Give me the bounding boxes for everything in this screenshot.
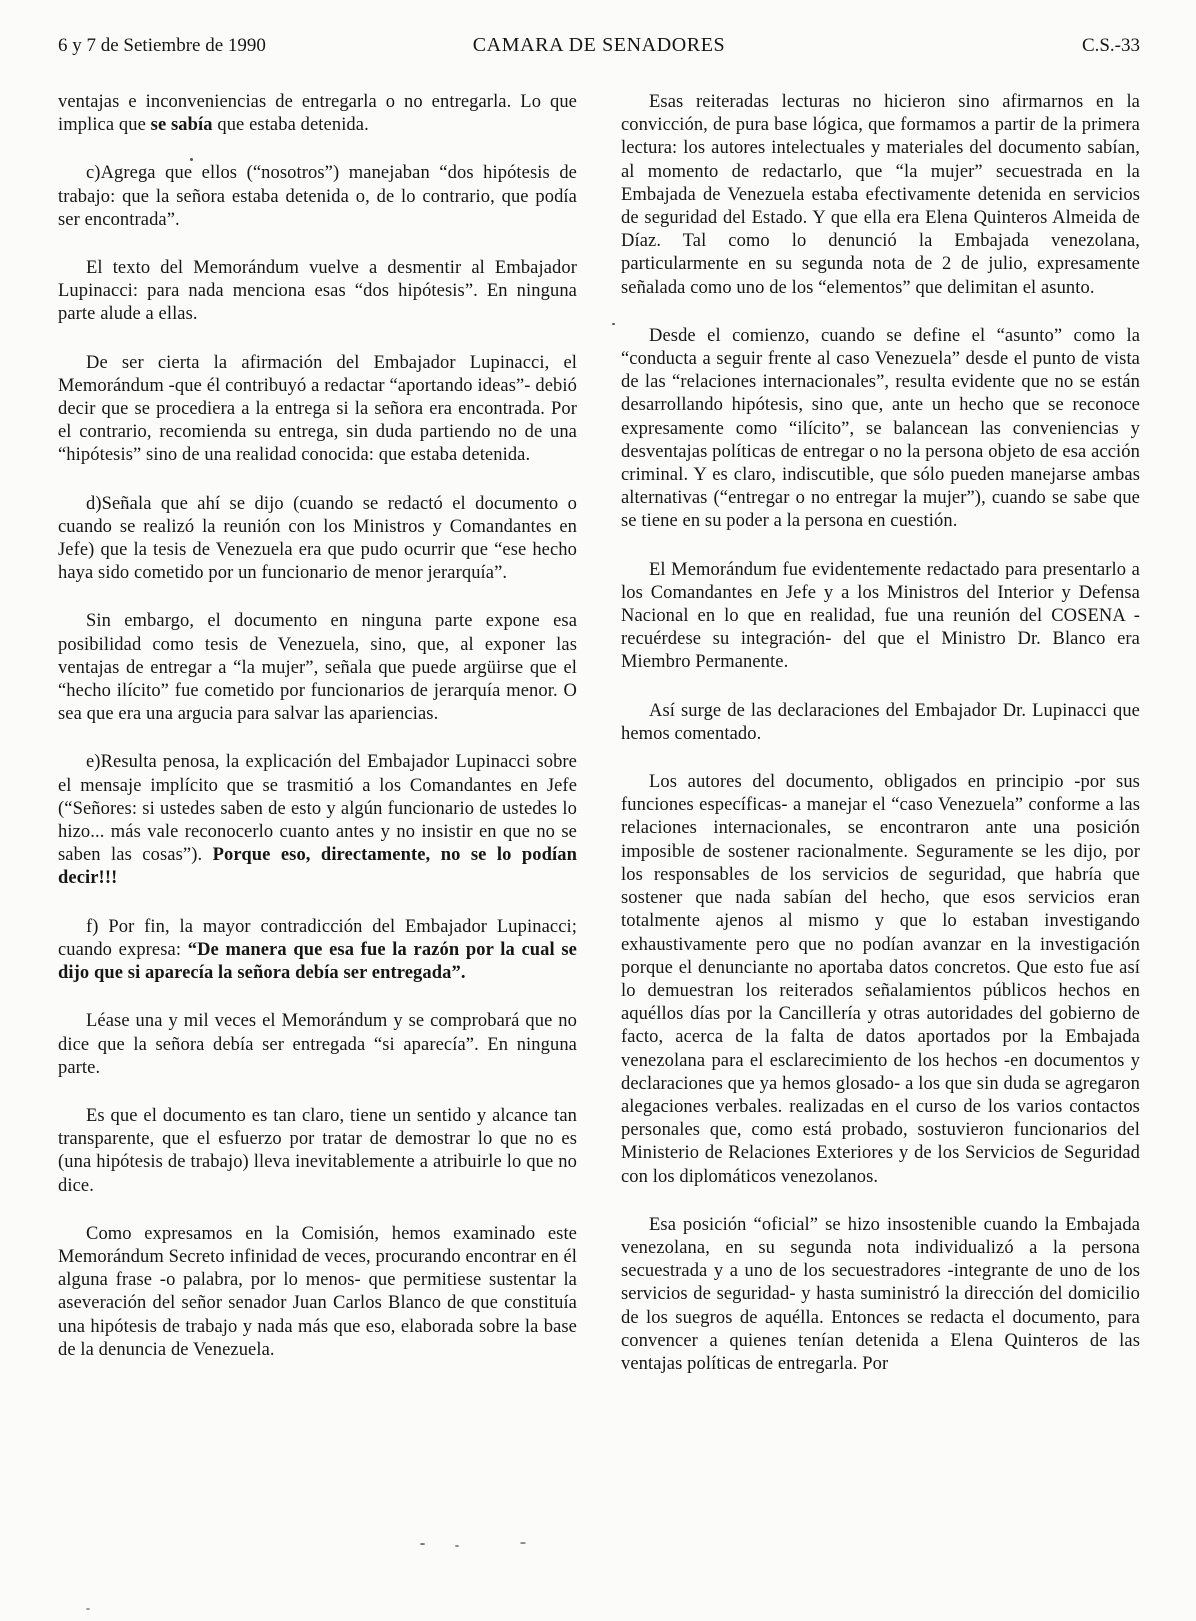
text-segment: Sin embargo, el documento en ninguna parte expone esa posibilidad como tesis de Venezuela, sino, que, al exponer las ventajas de entregar a “la mujer”, señala que puede argüirse que el “hecho ilícito” fue cometido por funcionarios de jerarquía menor. O sea que era una argucia para salvar las apariencias. xyxy=(58,611,577,725)
header-page-ref: C.S.-33 xyxy=(1081,35,1141,56)
page-header xyxy=(58,34,1140,57)
text-segment: Esa posición “oficial” se hizo insostenible cuando la Embajada venezolana, en su segunda nota individualizó a la persona secuestrada y a uno de los secuestradores -integrante de uno de los servicios de seguridad- y hasta suministró la dirección del domicilio de los suegros de aquélla. Entonces se redacta el documento, para convencer a quienes tenían detenida a Elena Quinteros de las ventajas políticas de entregarla. Por xyxy=(621,1214,1140,1374)
paragraph xyxy=(58,91,577,137)
paragraph xyxy=(58,610,577,726)
header-date: 6 y 7 de Setiembre de 1990 xyxy=(58,35,266,56)
left-column xyxy=(58,91,577,1401)
right-column xyxy=(621,91,1140,1401)
paragraph xyxy=(621,559,1140,675)
paragraph xyxy=(621,771,1140,1189)
text-segment: Léase una y mil veces el Memorándum y se comprobará que no dice que la señora debía ser entregada “si aparecía”. En ninguna parte. xyxy=(58,1011,577,1078)
text-segment: Es que el documento es tan claro, tiene un sentido y alcance tan transparente, que el esfuerzo por tratar de demostrar lo que no es (una hipótesis de trabajo) lleva inevitablemente a atribuirle lo que no dice. xyxy=(58,1105,577,1196)
text-segment: Esas reiteradas lecturas no hicieron sino afirmarnos en la convicción, de pura base lógica, que formamos a partir de la primera lectura: los autores intelectuales y materiales del documento sabían, al momento de redactarlo, que “la mujer” secuestrada en la Embajada de Venezuela estaba efectivamente detenida en servicios de seguridad del Estado. Y que ella era Elena Quinteros Almeida de Díaz. Tal como lo denunció la Embajada venezolana, particularmente en su segunda nota de 2 de julio, expresamente señalada como uno de los “elementos” que delimitan el asunto. xyxy=(621,92,1140,298)
paragraph xyxy=(58,352,577,468)
text-segment: ventajas e inconveniencias de entregarla o no entregarla. Lo que implica que xyxy=(58,92,577,136)
bold-text-segment: “De manera que esa fue la razón por la cual se dijo que si aparecía la señora debía ser entregada”. xyxy=(58,939,577,984)
header-title: CAMARA DE SENADORES xyxy=(472,34,726,56)
text-segment: Los autores del documento, obligados en principio -por sus funciones específicas- a manejar el “caso Venezuela” conforme a las relaciones internacionales, se encontraron ante una posición imposible de sostener racionalmente. Seguramente se les dijo, por los responsables de los servicios de seguridad, que habría que sostener que nada sabían del hecho, que esos servicios eran totalmente ajenos al mismo y que lo estaban investigando exhaustivamente pero que no podían avanzar en la investigación porque el denunciante no aportaba datos concretos. Que esto fue así lo demuestran los reiterados señalamientos públicos hechos en aquéllos días por la Cancillería y otras autoridades del gobierno de facto, acerca de la falta de datos aportados por la Embajada venezolana para el esclarecimiento de los hechos -en documentos y declaraciones que ya hemos glosado- a los que sin duda se agregaron alegaciones verbales. realizadas en el curso de los varios contactos personales que, como está probado, sostuvieron funcionarios del Ministerio de Relaciones Exteriores y de los Servicios de Seguridad con los diplomáticos venezolanos. xyxy=(621,772,1140,1187)
paragraph xyxy=(621,700,1140,746)
paragraph xyxy=(58,162,577,232)
text-segment: Desde el comienzo, cuando se define el “asunto” como la “conducta a seguir frente al caso Venezuela” desde el punto de vista de las “relaciones internacionales”, resulta evidente que no se están desarrollando hipótesis, sino que, ante un hecho que se reconoce expresamente como “ilícito”, se balancean las conveniencias y desventajas políticas de entregar o no la persona objeto de esa acción criminal. Y es claro, indiscutible, que sólo pueden manejarse ambas alternativas (“entregar o no entregar la mujer”), cuando se sabe que se tiene en su poder a la persona en cuestión. xyxy=(621,325,1140,532)
scan-speck xyxy=(420,1543,425,1545)
paragraph xyxy=(621,325,1140,534)
two-column-body xyxy=(58,91,1140,1401)
paragraph xyxy=(58,751,577,890)
paragraph xyxy=(58,1105,577,1198)
paragraph xyxy=(58,916,577,986)
paragraph xyxy=(621,91,1140,300)
text-segment: El Memorándum fue evidentemente redactado para presentarlo a los Comandantes en Jefe y a los Ministros del Interior y Defensa Nacional en lo que en realidad, fue una reunión del COSENA -recuérdese su integración- del que el Ministro Dr. Blanco era Miembro Permanente. xyxy=(621,559,1140,673)
scan-speck xyxy=(612,323,615,325)
bold-text-segment: Porque eso, directamente, no se lo podían decir!!! xyxy=(58,845,577,889)
text-segment: d)Señala que ahí se dijo (cuando se redactó el documento o cuando se realizó la reunión con los Ministros y Comandantes en Jefe) que la tesis de Venezuela era que pudo ocurrir que “ese hecho haya sido cometido por un funcionario de menor jerarquía”. xyxy=(58,493,577,584)
text-segment: Así surge de las declaraciones del Embajador Dr. Lupinacci que hemos comentado. xyxy=(621,700,1140,744)
text-segment: f) Por fin, la mayor contradicción del Embajador Lupinacci; cuando expresa: xyxy=(58,916,577,960)
text-segment: que estaba detenida. xyxy=(212,115,369,136)
paragraph xyxy=(58,1223,577,1362)
paragraph xyxy=(621,1214,1140,1376)
scan-speck xyxy=(190,158,193,161)
scan-speck xyxy=(86,1608,90,1610)
paragraph xyxy=(58,1010,577,1080)
text-segment: De ser cierta la afirmación del Embajador Lupinacci, el Memorándum -que él contribuyó a redactar “aportando ideas”- debió decir que se procediera a la entrega si la señora era encontrada. Por el contrario, recomienda su entrega, sin duda partiendo no de una “hipótesis” sino de una realidad conocida: que estaba detenida. xyxy=(58,352,577,466)
text-segment: c)Agrega que ellos (“nosotros”) manejaban “dos hipótesis de trabajo: que la señora estaba detenida o, de lo contrario, que podía ser encontrada”. xyxy=(58,163,577,230)
bold-text-segment: se sabía xyxy=(150,115,213,136)
text-segment: Como expresamos en la Comisión, hemos examinado este Memorándum Secreto infinidad de veces, procurando encontrar en él alguna frase -o palabra, por lo menos- que permitiese sustentar la aseveración del señor senador Juan Carlos Blanco de que constituía una hipótesis de trabajo y nada más que eso, elaborada sobre la base de la denuncia de Venezuela. xyxy=(58,1223,577,1360)
text-segment: e)Resulta penosa, la explicación del Embajador Lupinacci sobre el mensaje implícito que se trasmitió a los Comandantes en Jefe (“Señores: si ustedes saben de esto y algún funcionario de ustedes lo hizo... más vale reconocerlo cuanto antes y no insistir en que no se saben las cosas”). xyxy=(58,752,577,866)
scan-speck xyxy=(520,1542,526,1544)
paragraph xyxy=(58,493,577,586)
scan-speck xyxy=(455,1545,459,1547)
text-segment: El texto del Memorándum vuelve a desmentir al Embajador Lupinacci: para nada menciona esas “dos hipótesis”. En ninguna parte alude a ellas. xyxy=(58,258,577,325)
paragraph xyxy=(58,257,577,327)
